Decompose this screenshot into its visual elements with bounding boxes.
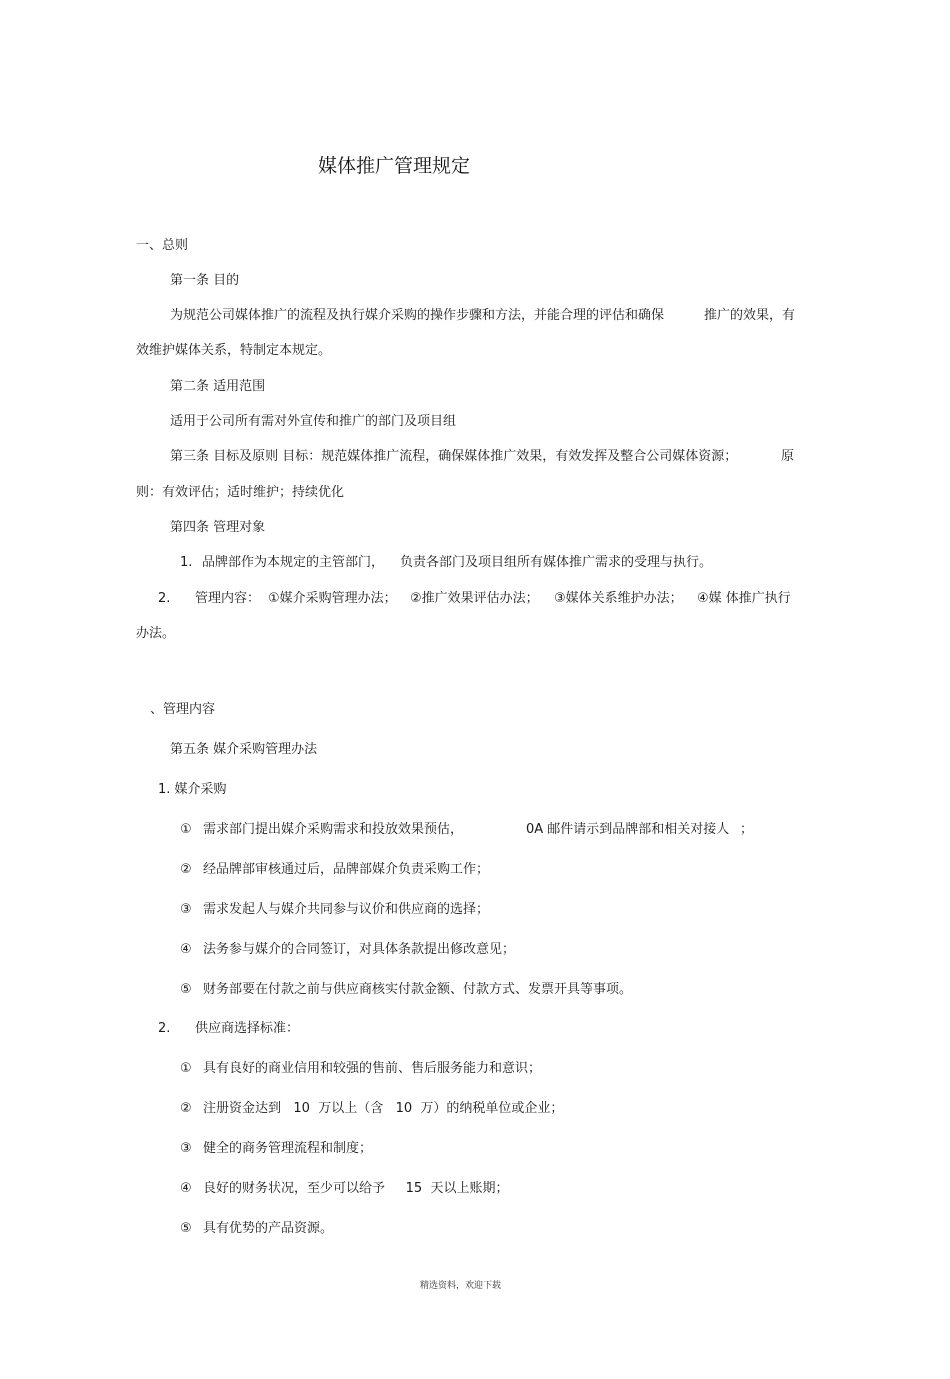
list-item-number: ① [180, 822, 192, 837]
list-item-text: 注册资金达到 10 万以上（含 10 万）的纳税单位或企业； [203, 1101, 564, 1116]
subsection-2-heading: 供应商选择标准： [195, 1021, 300, 1036]
list-item-number: ④ [180, 1181, 192, 1196]
article-1-text-b: 推广的效果，有 [704, 308, 796, 323]
article-4-item-1-number: 1. [180, 555, 193, 570]
article-1-heading: 第一条 目的 [170, 273, 240, 288]
list-item-number: ② [180, 1101, 192, 1116]
article-4-item-1-text-a: 品牌部作为本规定的主管部门， [202, 555, 385, 570]
list-item-text: ； [740, 822, 754, 837]
subsection-1-heading: 1. 媒介采购 [158, 782, 227, 797]
list-item-text: 健全的商务管理流程和制度； [203, 1141, 373, 1156]
list-item-text: 财务部要在付款之前与供应商核实付款金额、付款方式、发票开具等事项。 [203, 982, 633, 997]
section-heading-management: 、管理内容 [150, 702, 216, 717]
article-4-item-2-line2: 办法。 [136, 626, 176, 641]
list-item-number: ⑤ [180, 982, 192, 997]
article-4-item-1-text-b: 负责各部门及项目组所有媒体推广需求的受理与执行。 [400, 555, 713, 570]
article-4-item-2-content-1: ①媒介采购管理办法； [268, 591, 397, 606]
list-item-number: ③ [180, 902, 192, 917]
article-1-text-line2: 效维护媒体关系，特制定本规定。 [136, 343, 332, 358]
article-4-heading: 第四条 管理对象 [170, 520, 266, 535]
article-1-text-a: 为规范公司媒体推广的流程及执行媒介采购的操作步骤和方法，并能合理的评估和确保 [170, 308, 665, 323]
list-item-text: 需求发起人与媒介共同参与议价和供应商的选择； [203, 902, 490, 917]
subsection-2-number: 2. [158, 1021, 171, 1036]
list-item-text: 具有优势的产品资源。 [203, 1221, 334, 1236]
article-4-item-2-content-4: ④媒 体推广执行 [697, 591, 791, 606]
article-5-heading: 第五条 媒介采购管理办法 [170, 742, 318, 757]
article-4-item-2-label: 管理内容： [195, 591, 261, 606]
list-item-text: 具有良好的商业信用和较强的售前、售后服务能力和意识； [203, 1061, 542, 1076]
article-3-text-a: 第三条 目标及原则 目标：规范媒体推广流程，确保媒体推广效果，有效发挥及整合公司媒体资源； [170, 449, 738, 464]
page-title: 媒体推广管理规定 [318, 155, 471, 177]
list-item-number: ③ [180, 1141, 192, 1156]
list-item-text: 法务参与媒介的合同签订，对具体条款提出修改意见； [203, 942, 516, 957]
list-item-number: ② [180, 862, 192, 877]
article-4-item-2-number: 2. [158, 591, 171, 606]
article-4-item-2-content-3: ③媒体关系维护办法； [554, 591, 683, 606]
list-item-number: ⑤ [180, 1221, 192, 1236]
article-4-item-2-content-2: ②推广效果评估办法； [410, 591, 539, 606]
list-item-number: ④ [180, 942, 192, 957]
article-3-text-b: 原 [781, 449, 795, 464]
list-item-text: 经品牌部审核通过后，品牌部媒介负责采购工作； [203, 862, 490, 877]
list-item-text: 需求部门提出媒介采购需求和投放效果预估， [203, 822, 464, 837]
list-item-text: 良好的财务状况，至少可以给予 15 天以上账期； [203, 1181, 509, 1196]
list-item-text: 0A 邮件请示到品牌部和相关对接人 [526, 822, 730, 837]
list-item-number: ① [180, 1061, 192, 1076]
page-footer: 精选资料，欢迎下载 [420, 1281, 502, 1291]
article-2-body: 适用于公司所有需对外宣传和推广的部门及项目组 [170, 414, 457, 429]
article-3-text-line2: 则：有效评估；适时维护；持续优化 [136, 485, 345, 500]
section-heading-general: 一、总则 [136, 238, 189, 253]
article-2-heading: 第二条 适用范围 [170, 379, 266, 394]
